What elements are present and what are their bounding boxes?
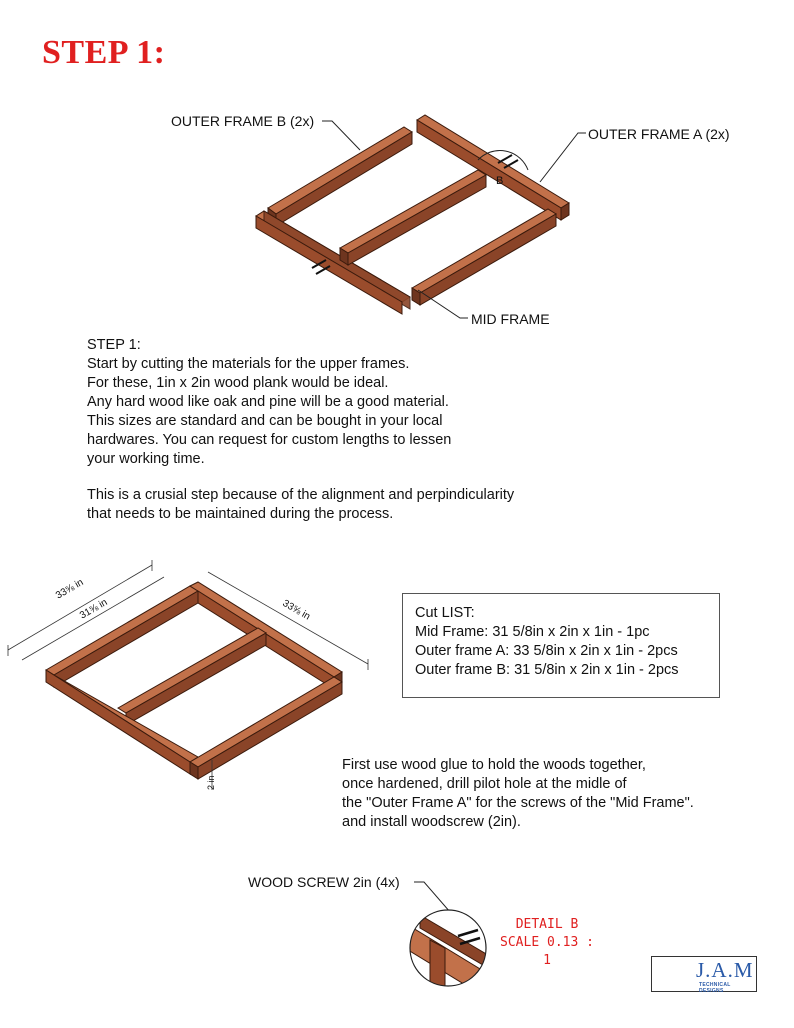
page-heading: STEP 1: — [42, 34, 166, 71]
detail-scale: SCALE 0.13 : 1 — [500, 935, 594, 968]
logo-subtitle: TECHNICAL DESIGNS — [699, 982, 731, 994]
cut-list-item: Mid Frame: 31 5/8in x 2in x 1in - 1pc — [415, 624, 650, 640]
dimension-height: 2 in — [206, 775, 216, 790]
dimension-outer-a: 33⅝ in — [54, 576, 86, 602]
note-line: that needs to be maintained during the process. — [87, 506, 394, 522]
instruction-line: For these, 1in x 2in wood plank would be ideal. — [87, 375, 389, 391]
detail-title: DETAIL B — [515, 917, 579, 932]
instruction-line: your working time. — [87, 451, 205, 467]
dimension-outer-b: 33⅝ in — [280, 598, 313, 623]
assembly-block — [342, 756, 694, 832]
instructions-block — [87, 336, 451, 469]
detail-label — [500, 916, 594, 970]
callout-outer-frame-b: OUTER FRAME B (2x) — [171, 113, 315, 129]
note-line: This is a crusial step because of the alignment and perpindicularity — [87, 487, 515, 503]
detail-b-view — [400, 900, 500, 1000]
assembly-line: and install woodscrew (2in). — [342, 814, 521, 830]
instruction-line: STEP 1: — [87, 337, 141, 353]
cut-list-item: Outer frame A: 33 5/8in x 2in x 1in - 2pcs — [415, 643, 678, 659]
assembly-line: once hardened, drill pilot hole at the midle of — [342, 776, 627, 792]
assembly-line: the "Outer Frame A" for the screws of the "Mid Frame". — [342, 795, 694, 811]
dimension-mid: 31⅝ in — [78, 596, 110, 622]
mid-frame-plank — [340, 170, 486, 253]
callout-mid-frame: MID FRAME — [471, 311, 550, 327]
exploded-view — [256, 115, 569, 314]
assembly-line: First use wood glue to hold the woods together, — [342, 757, 646, 773]
callout-wood-screw: WOOD SCREW 2in (4x) — [248, 874, 400, 890]
cut-list-title: Cut LIST: — [415, 605, 475, 621]
instruction-line: Any hard wood like oak and pine will be a good material. — [87, 394, 449, 410]
callout-detail-marker: B — [496, 175, 504, 187]
instruction-line: hardwares. You can request for custom lengths to lessen — [87, 432, 452, 448]
instruction-line: Start by cutting the materials for the upper frames. — [87, 356, 410, 372]
logo-name: J.A.M — [696, 958, 754, 982]
company-logo — [651, 956, 757, 992]
instruction-line: This sizes are standard and can be bought in your local — [87, 413, 443, 429]
cut-list-box — [402, 593, 720, 698]
note-block — [87, 486, 514, 524]
outer-frame-a-plank-2 — [412, 209, 556, 293]
outer-frame-b-plank — [268, 127, 412, 214]
callout-outer-frame-a: OUTER FRAME A (2x) — [588, 126, 730, 142]
cut-list-item: Outer frame B: 31 5/8in x 2in x 1in - 2pcs — [415, 662, 679, 678]
